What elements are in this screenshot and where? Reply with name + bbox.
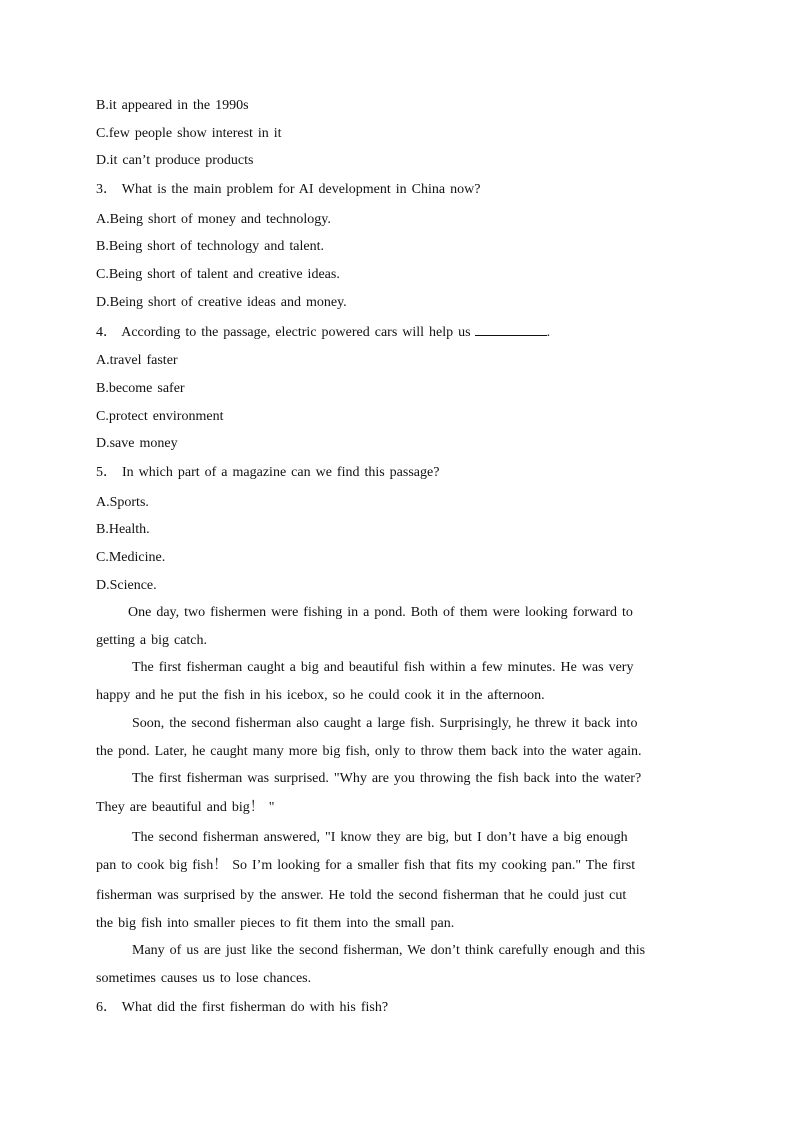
q2-option-d: D.it can’t produce products <box>96 153 254 168</box>
passage-p6-line2: sometimes causes us to lose chances. <box>96 971 312 986</box>
passage-p4-line1: The first fisherman was surprised. "Why are you throwing the fish back into the water? <box>132 771 642 786</box>
q2-option-c: C.few people show interest in it <box>96 126 282 141</box>
q4-option-b: B.become safer <box>96 381 185 396</box>
passage-p5-line1: The second fisherman answered, "I know they are big, but I don’t have a big enough <box>132 830 628 845</box>
passage-p5-line4: the big fish into smaller pieces to fit them into the small pan. <box>96 916 455 931</box>
passage-p4-line2: They are beautiful and big！ " <box>96 800 275 815</box>
q4-option-a: A.travel faster <box>96 353 178 368</box>
passage-p3-line1: Soon, the second fisherman also caught a large fish. Surprisingly, he threw it back into <box>132 716 638 731</box>
q3-option-b: B.Being short of technology and talent. <box>96 239 324 254</box>
q6-stem: 6． What did the first fisherman do with his fish? <box>96 1000 389 1015</box>
passage-p1-line2: getting a big catch. <box>96 633 208 648</box>
passage-p5-line3: fisherman was surprised by the answer. He told the second fisherman that he could just cut <box>96 888 627 903</box>
q2-option-b: B.it appeared in the 1990s <box>96 98 249 113</box>
q5-stem: 5． In which part of a magazine can we find this passage? <box>96 465 440 480</box>
q5-option-a: A.Sports. <box>96 495 149 510</box>
q4-stem: 4． According to the passage, electric powered cars will help us <box>96 325 471 340</box>
q4-option-c: C.protect environment <box>96 409 224 424</box>
q3-option-c: C.Being short of talent and creative ideas. <box>96 267 340 282</box>
passage-p3-line2: the pond. Later, he caught many more big fish, only to throw them back into the water again. <box>96 744 642 759</box>
q4-stem-line <box>96 323 550 342</box>
q3-stem: 3． What is the main problem for AI development in China now? <box>96 182 481 197</box>
q4-option-d: D.save money <box>96 436 178 451</box>
q5-option-b: B.Health. <box>96 522 150 537</box>
passage-p2-line2: happy and he put the fish in his icebox, so he could cook it in the afternoon. <box>96 688 545 703</box>
answer-blank <box>475 323 547 336</box>
q5-option-d: D.Science. <box>96 578 157 593</box>
q3-option-d: D.Being short of creative ideas and money. <box>96 295 347 310</box>
q3-option-a: A.Being short of money and technology. <box>96 212 331 227</box>
passage-p5-line2: pan to cook big fish！ So I’m looking for a smaller fish that fits my cooking pan." The first <box>96 858 636 873</box>
passage-p1-line1: One day, two fishermen were fishing in a pond. Both of them were looking forward to <box>128 605 633 620</box>
q5-option-c: C.Medicine. <box>96 550 166 565</box>
passage-p6-line1: Many of us are just like the second fisherman, We don’t think carefully enough and this <box>132 943 646 958</box>
q4-stem-end: . <box>546 325 551 340</box>
passage-p2-line1: The first fisherman caught a big and beautiful fish within a few minutes. He was very <box>132 660 634 675</box>
